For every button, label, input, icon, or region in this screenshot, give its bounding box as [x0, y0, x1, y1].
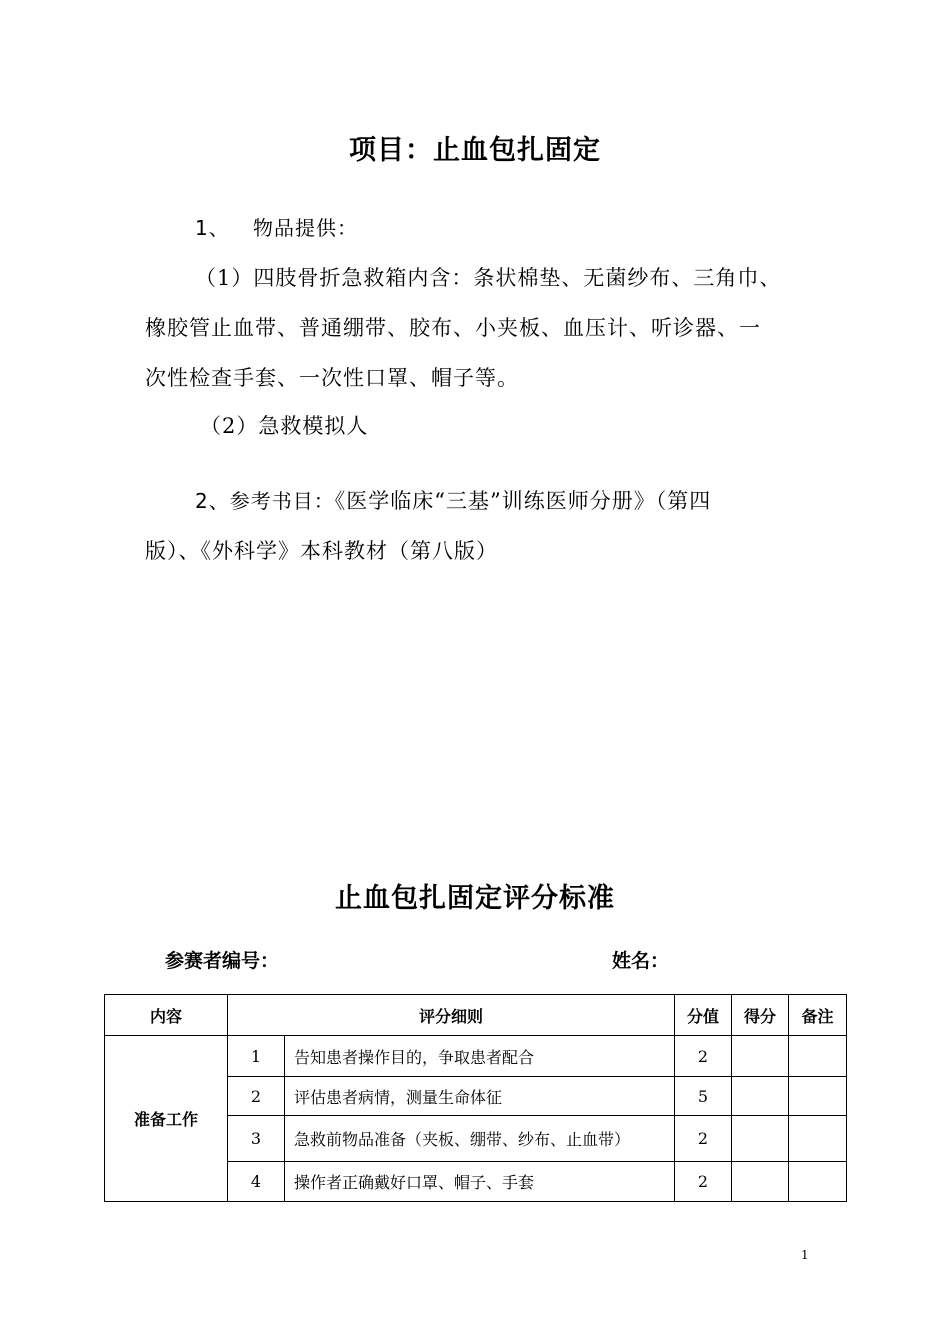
- row-remarks-cell[interactable]: [789, 1162, 847, 1202]
- row-score-cell[interactable]: [732, 1036, 789, 1077]
- references-text-line1: 《医学临床“三基”训练医师分册》（第四: [334, 489, 712, 513]
- supplies-number: 1、: [195, 216, 230, 240]
- row-remarks-cell[interactable]: [789, 1077, 847, 1116]
- row-score-cell[interactable]: [732, 1077, 789, 1116]
- page-number: 1: [801, 1248, 809, 1262]
- project-title: 项目：止血包扎固定: [349, 135, 601, 166]
- row-points: 2: [675, 1116, 732, 1162]
- scoring-table: [104, 994, 847, 1202]
- supplies-item1-line2: 橡胶管止血带、普通绷带、胶布、小夹板、血压计、听诊器、一: [145, 316, 761, 340]
- table-header-row: [105, 995, 847, 1036]
- row-remarks-cell[interactable]: [789, 1116, 847, 1162]
- header-details: 评分细则: [228, 995, 675, 1036]
- supplies-heading: [195, 212, 358, 241]
- row-score-cell[interactable]: [732, 1162, 789, 1202]
- row-description: 评估患者病情，测量生命体征: [285, 1077, 675, 1116]
- participant-id-label: 参赛者编号：: [165, 950, 280, 972]
- header-points: 分值: [675, 995, 732, 1036]
- name-label: 姓名：: [612, 950, 670, 972]
- row-score-cell[interactable]: [732, 1116, 789, 1162]
- row-points: 2: [675, 1036, 732, 1077]
- supplies-label: 物品提供：: [253, 216, 358, 240]
- row-number: 4: [228, 1162, 285, 1202]
- references-line1: [195, 485, 711, 515]
- category-cell: 准备工作: [105, 1036, 228, 1202]
- row-description: 急救前物品准备（夹板、绷带、纱布、止血带）: [285, 1116, 675, 1162]
- scoring-title: 止血包扎固定评分标准: [335, 883, 615, 914]
- row-description: 告知患者操作目的，争取患者配合: [285, 1036, 675, 1077]
- row-number: 3: [228, 1116, 285, 1162]
- references-label: 2、参考书目：: [195, 489, 335, 513]
- supplies-item1-line1: （1）四肢骨折急救箱内含：条状棉垫、无菌纱布、三角巾、: [195, 266, 782, 290]
- row-number: 2: [228, 1077, 285, 1116]
- header-content: 内容: [105, 995, 228, 1036]
- references-line2: 版）、《外科学》本科教材（第八版）: [145, 539, 498, 563]
- supplies-item1-line3: 次性检查手套、一次性口罩、帽子等。: [145, 366, 519, 390]
- row-description: 操作者正确戴好口罩、帽子、手套: [285, 1162, 675, 1202]
- header-remarks: 备注: [789, 995, 847, 1036]
- supplies-item2: （2）急救模拟人: [200, 414, 369, 438]
- row-points: 2: [675, 1162, 732, 1202]
- row-points: 5: [675, 1077, 732, 1116]
- row-remarks-cell[interactable]: [789, 1036, 847, 1077]
- table-row: [105, 1036, 847, 1077]
- header-score: 得分: [732, 995, 789, 1036]
- row-number: 1: [228, 1036, 285, 1077]
